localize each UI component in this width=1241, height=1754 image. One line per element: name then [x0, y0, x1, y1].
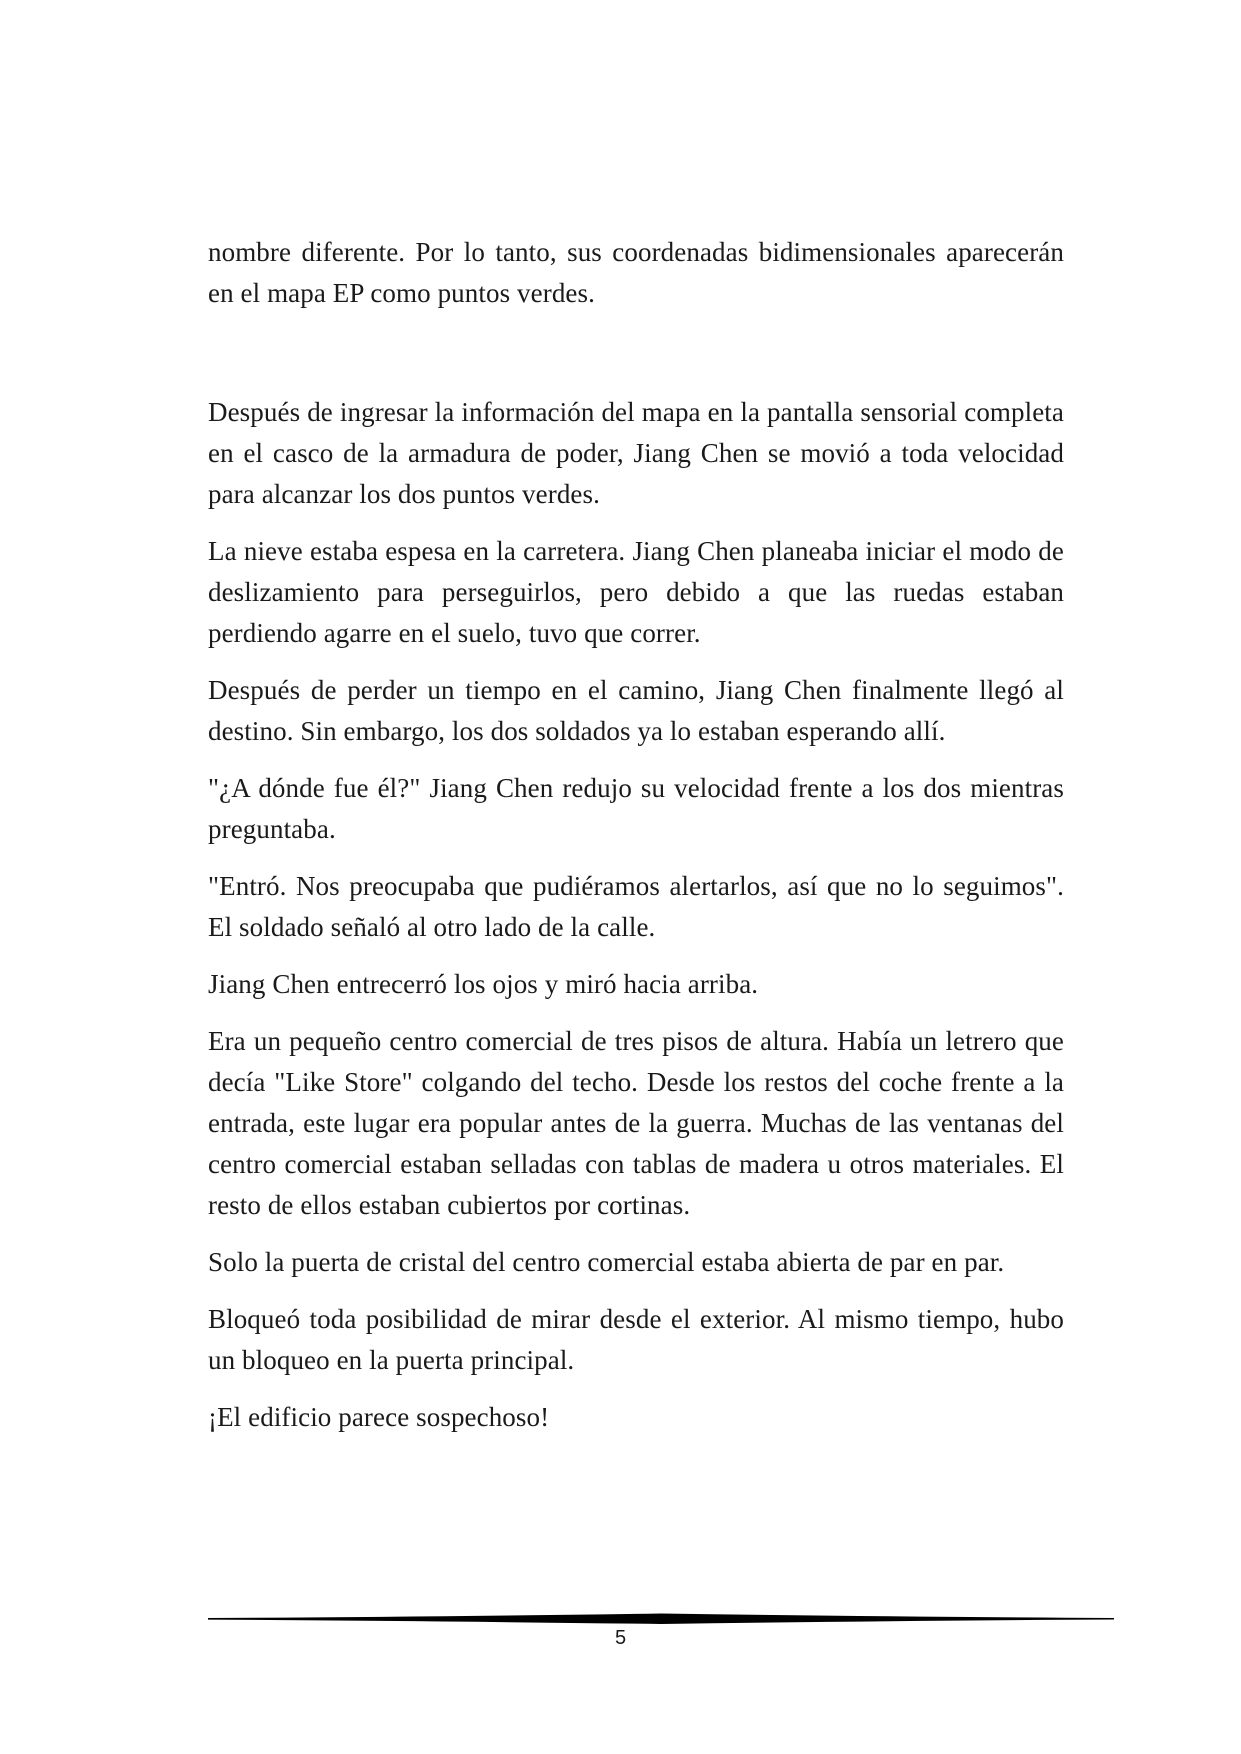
paragraph: Bloqueó toda posibilidad de mirar desde el exterior. Al mismo tiempo, hubo un bloqueo en la puerta principal.: [208, 1304, 1064, 1375]
paragraph: nombre diferente. Por lo tanto, sus coordenadas bidimensionales aparecerán en el mapa EP como puntos verdes.: [208, 237, 1064, 308]
paragraph: La nieve estaba espesa en la carretera. Jiang Chen planeaba iniciar el modo de deslizamiento para perseguirlos, pero debido a que las ruedas estaban perdiendo agarre en el suelo, tuvo que correr.: [208, 536, 1064, 648]
paragraph: "¿A dónde fue él?" Jiang Chen redujo su velocidad frente a los dos mientras preguntaba.: [208, 773, 1064, 844]
paragraph: Jiang Chen entrecerró los ojos y miró hacia arriba.: [208, 969, 759, 999]
paragraph: Era un pequeño centro comercial de tres pisos de altura. Había un letrero que decía "Like Store" colgando del techo. Desde los restos del coche frente a la entrada, este lugar era popular antes de la guerra. Muchas de las ventanas del centro comercial estaban selladas con tablas de madera u otros materiales. El resto de ellos estaban cubiertos por cortinas.: [208, 1026, 1064, 1220]
paragraph: "Entró. Nos preocupaba que pudiéramos alertarlos, así que no lo seguimos". El soldado señaló al otro lado de la calle.: [208, 871, 1064, 942]
page-body: [208, 232, 1064, 1454]
page-number: 5: [614, 1627, 627, 1649]
paragraph: Después de perder un tiempo en el camino, Jiang Chen finalmente llegó al destino. Sin embargo, los dos soldados ya lo estaban esperando allí.: [208, 675, 1064, 746]
paragraph: Solo la puerta de cristal del centro comercial estaba abierta de par en par.: [208, 1247, 1005, 1277]
paragraph: ¡El edificio parece sospechoso!: [208, 1402, 550, 1432]
paragraph: Después de ingresar la información del mapa en la pantalla sensorial completa en el casco de la armadura de poder, Jiang Chen se movió a toda velocidad para alcanzar los dos puntos verdes.: [208, 397, 1064, 509]
